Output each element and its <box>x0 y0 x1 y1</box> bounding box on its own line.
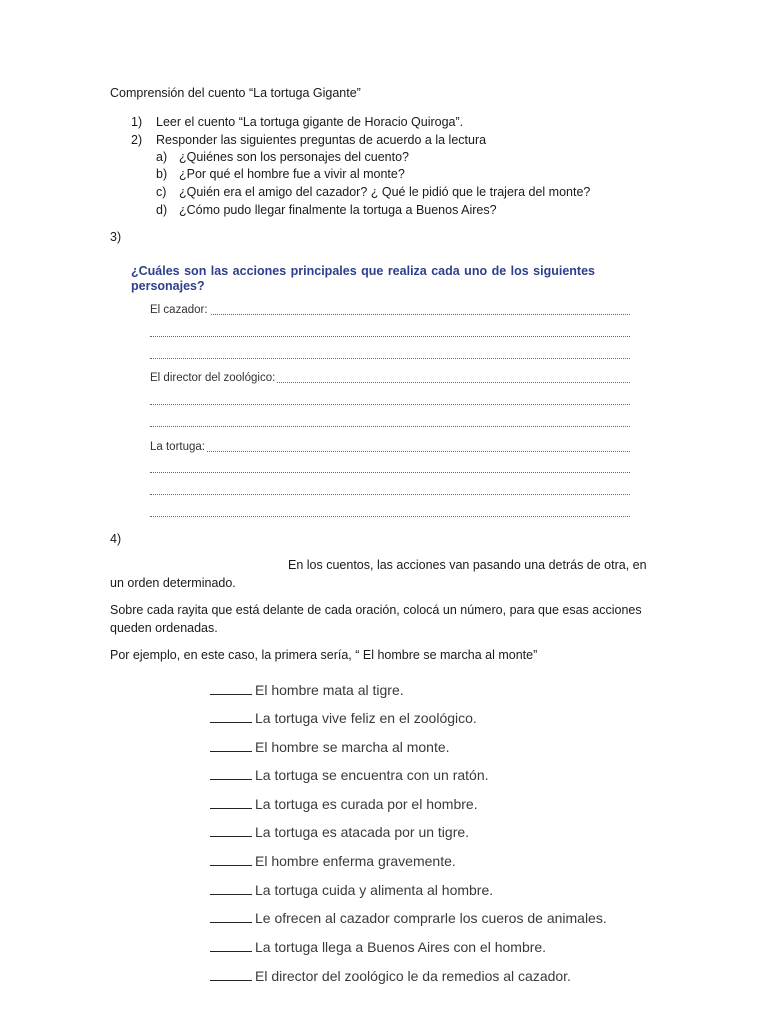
number-blank[interactable] <box>210 721 252 723</box>
field-cazador <box>150 304 630 318</box>
order-item-text: Le ofrecen al cazador comprarle los cueros de animales. <box>255 910 607 926</box>
section3-heading-line2: personajes? <box>131 279 205 293</box>
order-item-text: La tortuga cuida y alimenta al hombre. <box>255 882 494 898</box>
order-item <box>210 968 571 988</box>
question-letter: c) <box>156 185 167 199</box>
order-item-text: La tortuga vive feliz en el zoológico. <box>255 710 477 726</box>
order-item <box>210 682 404 702</box>
order-item <box>210 824 469 844</box>
section4-example: Por ejemplo, en este caso, la primera sería, “ El hombre se marcha al monte” <box>110 648 538 662</box>
section4-instruction-cont: queden ordenadas. <box>110 621 218 635</box>
step-number: 2) <box>131 133 143 147</box>
step-text: Leer el cuento “La tortuga gigante de Horacio Quiroga”. <box>156 115 464 129</box>
section4-instruction: Sobre cada rayita que está delante de cada oración, colocá un número, para que esas acciones <box>110 603 642 617</box>
question-text: ¿Cómo pudo llegar finalmente la tortuga a Buenos Aires? <box>179 203 497 217</box>
section4-intro: En los cuentos, las acciones van pasando una detrás de otra, en <box>288 558 647 572</box>
order-item <box>210 882 493 902</box>
number-blank[interactable] <box>210 921 252 923</box>
order-item-text: El hombre se marcha al monte. <box>255 739 450 755</box>
order-item-text: La tortuga es curada por el hombre. <box>255 796 478 812</box>
order-item-text: La tortuga es atacada por un tigre. <box>255 824 470 840</box>
order-item-text: La tortuga se encuentra con un ratón. <box>255 767 489 783</box>
number-blank[interactable] <box>210 693 252 695</box>
step-text: Responder las siguientes preguntas de acuerdo a la lectura <box>156 133 487 147</box>
number-blank[interactable] <box>210 835 252 837</box>
field-label: El director del zoológico: <box>150 372 276 384</box>
answer-line[interactable] <box>150 336 630 337</box>
answer-line[interactable] <box>150 404 630 405</box>
order-item-text: El director del zoológico le da remedios al cazador. <box>255 968 571 984</box>
number-blank[interactable] <box>210 750 252 752</box>
field-director <box>150 372 630 386</box>
question-letter: b) <box>156 167 168 181</box>
field-tortuga <box>150 441 630 455</box>
order-item <box>210 910 607 930</box>
number-blank[interactable] <box>210 864 252 866</box>
order-item-text: El hombre mata al tigre. <box>255 682 404 698</box>
question-letter: d) <box>156 203 168 217</box>
step-number: 1) <box>131 115 143 129</box>
number-blank[interactable] <box>210 893 252 895</box>
number-blank[interactable] <box>210 979 252 981</box>
question-text: ¿Quiénes son los personajes del cuento? <box>179 150 410 164</box>
section4-intro-cont: un orden determinado. <box>110 576 236 590</box>
order-item <box>210 767 489 787</box>
question-text: ¿Quién era el amigo del cazador? ¿ Qué le pidió que le trajera del monte? <box>179 185 591 199</box>
order-item <box>210 853 456 873</box>
order-item-text: El hombre enferma gravemente. <box>255 853 456 869</box>
answer-line[interactable] <box>150 472 630 473</box>
section3-heading <box>131 264 595 294</box>
answer-line[interactable] <box>150 494 630 495</box>
answer-line[interactable] <box>150 358 630 359</box>
order-item-text: La tortuga llega a Buenos Aires con el hombre. <box>255 939 547 955</box>
section3-heading-line1: ¿Cuáles son las acciones principales que realiza cada uno de los siguientes <box>131 264 595 278</box>
order-item <box>210 796 478 816</box>
order-item <box>210 710 477 730</box>
order-item <box>210 939 546 959</box>
question-text: ¿Por qué el hombre fue a vivir al monte? <box>179 167 405 181</box>
field-label: La tortuga: <box>150 441 205 453</box>
number-blank[interactable] <box>210 950 252 952</box>
section-number: 4) <box>110 532 122 546</box>
section-number: 3) <box>110 230 122 244</box>
document-title: Comprensión del cuento “La tortuga Gigante” <box>110 86 361 100</box>
number-blank[interactable] <box>210 807 252 809</box>
answer-line[interactable] <box>150 516 630 517</box>
answer-line[interactable] <box>150 426 630 427</box>
field-label: El cazador: <box>150 304 208 316</box>
order-item <box>210 739 450 759</box>
question-letter: a) <box>156 150 168 164</box>
number-blank[interactable] <box>210 778 252 780</box>
